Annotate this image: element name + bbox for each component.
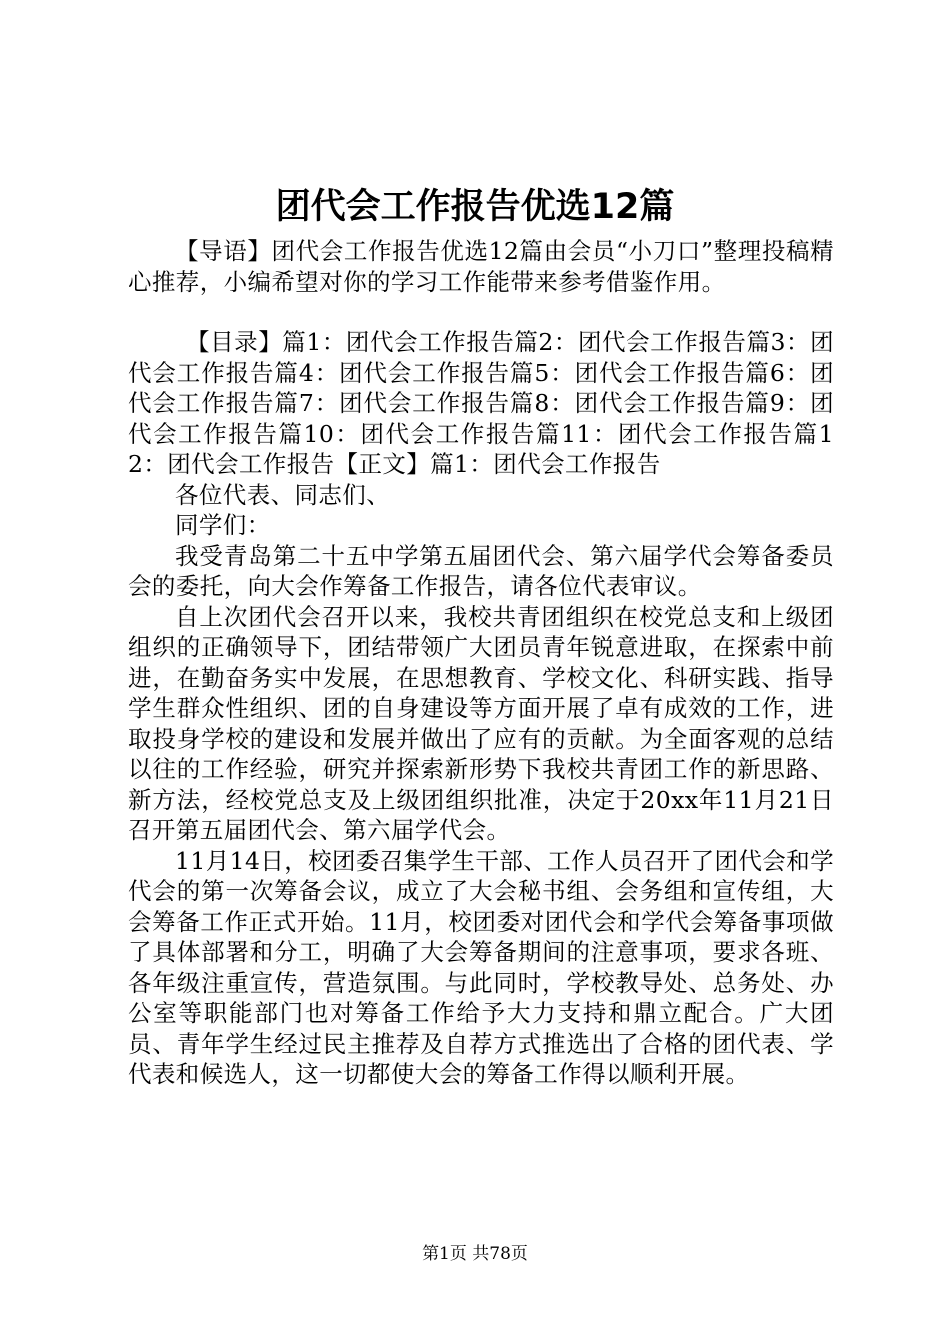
table-of-contents: 【目录】篇1：团代会工作报告篇2：团代会工作报告篇3：团代会工作报告篇4：团代会工作报告篇5：团代会工作报告篇6：团代会工作报告篇7：团代会工作报告篇8：团代会工作报告篇9：团代会工作报告篇10：团代会工作报告篇11：团代会工作报告篇12：团代会工作报告【正文】篇1：团代会工作报告 xyxy=(128,328,834,478)
greeting-line-2: 同学们： xyxy=(175,511,271,539)
page-number-footer: 第1页 共78页 xyxy=(422,1244,528,1264)
intro-paragraph: 【导语】团代会工作报告优选12篇由会员“小刀口”整理投稿精心推荐，小编希望对你的学习工作能带来参考借鉴作用。 xyxy=(128,237,834,296)
document-body xyxy=(128,236,834,1090)
body-paragraph-2: 自上次团代会召开以来，我校共青团组织在校党总支和上级团组织的正确领导下，团结带领广大团员青年锐意进取，在探索中前进，在勤奋务实中发展，在思想教育、学校文化、科研实践、指导学生群众性组织、团的自身建设等方面开展了卓有成效的工作，进取投身学校的建设和发展并做出了应有的贡献。为全面客观的总结以往的工作经验，研究并探索新形势下我校共青团工作的新思路、新方法，经校党总支及上级团组织批准，决定于20xx年11月21日召开第五届团代会、第六届学代会。 xyxy=(128,602,834,844)
document-title: 团代会工作报告优选12篇 xyxy=(275,187,675,227)
paragraph-spacer xyxy=(128,297,834,327)
body-paragraph-1: 我受青岛第二十五中学第五届团代会、第六届学代会筹备委员会的委托，向大会作筹备工作报告，请各位代表审议。 xyxy=(128,541,834,600)
greeting-line-1: 各位代表、同志们、 xyxy=(175,480,391,509)
body-paragraph-3: 11月14日，校团委召集学生干部、工作人员召开了团代会和学代会的第一次筹备会议，成立了大会秘书组、会务组和宣传组，大会筹备工作正式开始。11月，校团委对团代会和学代会筹备事项做了具体部署和分工，明确了大会筹备期间的注意事项，要求各班、各年级注重宣传，营造氛围。与此同时，学校教导处、总务处、办公室等职能部门也对筹备工作给予大力支持和鼎立配合。广大团员、青年学生经过民主推荐及自荐方式推选出了合格的团代表、学代表和候选人，这一切都使大会的筹备工作得以顺利开展。 xyxy=(128,846,834,1088)
